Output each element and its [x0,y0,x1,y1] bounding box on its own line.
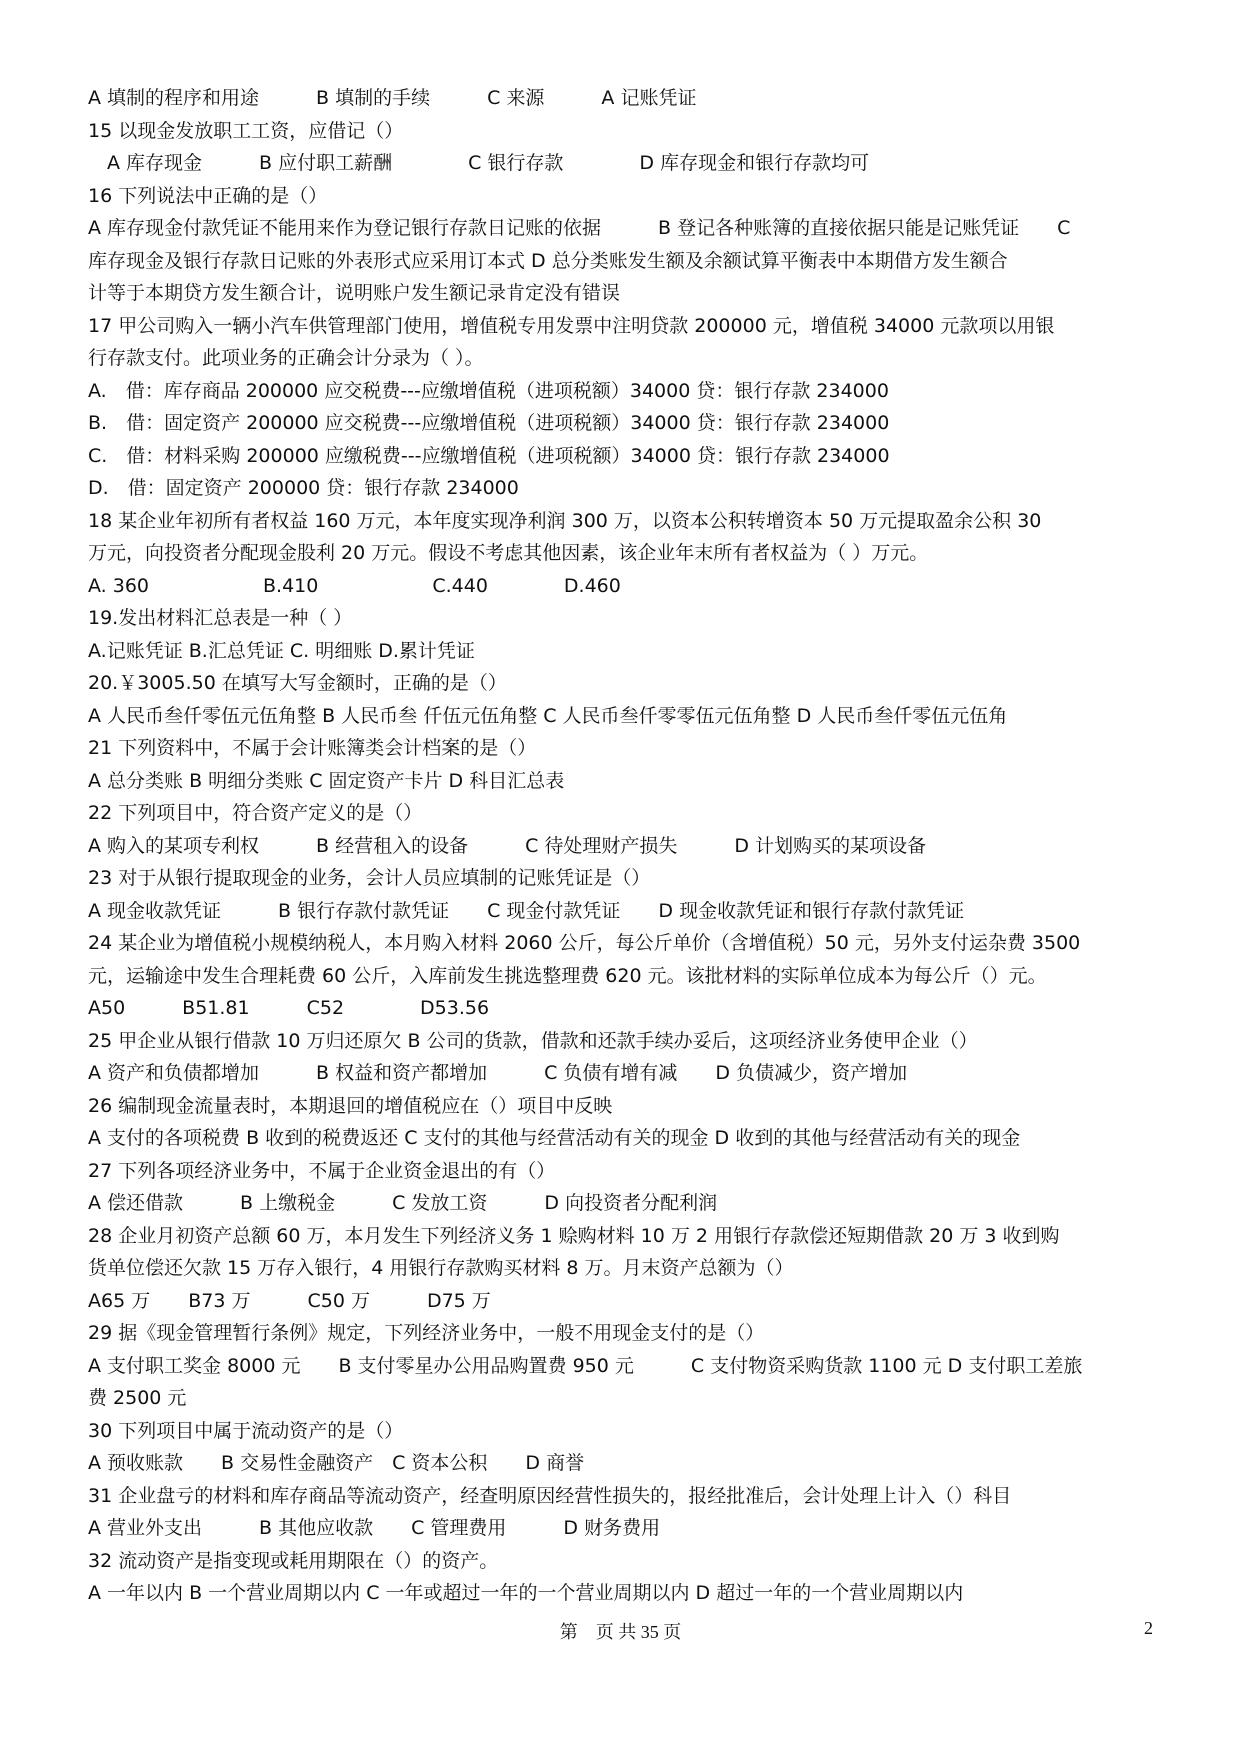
question-stem: 25 甲企业从银行借款 10 万归还原欠 B 公司的货款，借款和还款手续办妥后，这项经济业务使甲企业（） [88,1029,978,1052]
answer-options: A 预收账款 B 交易性金融资产 C 资本公积 D 商誉 [88,1452,585,1474]
answer-options: A 库存现金付款凭证不能用来作为登记银行存款日记账的依据 B 登记各种账簿的直接依据只能是记账凭证 C [88,217,1071,239]
answer-option: C. 借：材料采购 200000 应缴税费---应缴增值税（进项税额）34000 贷：银行存款 234000 [88,444,890,467]
question-stem: 20.￥3005.50 在填写大写金额时，正确的是（） [88,672,507,694]
question-stem: 27 下列各项经济业务中，不属于企业资金退出的有（） [88,1159,556,1182]
question-stem: 19.发出材料汇总表是一种（ ） [88,607,353,629]
answer-options: A 购入的某项专利权 B 经营租入的设备 C 待处理财产损失 D 计划购买的某项设备 [88,834,927,857]
question-stem: 17 甲公司购入一辆小汽车供管理部门使用，增值税专用发票中注明贷款 200000 元，增值税 34000 元款项以用银 [88,314,1055,337]
page-count: 第 页 共 35 页 [559,1622,682,1642]
question-stem: 行存款支付。此项业务的正确会计分录为（ ）。 [88,347,484,369]
answer-options: A 人民币叁仟零伍元伍角整 B 人民币叁 仟伍元伍角整 C 人民币叁仟零零伍元伍角整 D 人民币叁仟零伍元伍角 [88,704,1008,727]
answer-options: A 支付职工奖金 8000 元 B 支付零星办公用品购置费 950 元 C 支付物资采购货款 1100 元 D 支付职工差旅 [88,1354,1083,1377]
page-number: 2 [1144,1618,1153,1638]
answer-options: A 库存现金 B 应付职工薪酬 C 银行存款 D 库存现金和银行存款均可 [88,152,870,174]
question-stem: 28 企业月初资产总额 60 万，本月发生下列经济义务 1 赊购材料 10 万 2 用银行存款偿还短期借款 20 万 3 收到购 [88,1224,1060,1247]
answer-options: A.记账凭证 B.汇总凭证 C. 明细账 D.累计凭证 [88,639,475,662]
answer-options: A 一年以内 B 一个营业周期以内 C 一年或超过一年的一个营业周期以内 D 超过一年的一个营业周期以内 [88,1582,964,1604]
answer-options: A 现金收款凭证 B 银行存款付款凭证 C 现金付款凭证 D 现金收款凭证和银行存款付款凭证 [88,899,965,922]
answer-option: D. 借：固定资产 200000 贷：银行存款 234000 [88,477,519,499]
answer-options: A 资产和负债都增加 B 权益和资产都增加 C 负债有增有减 D 负债减少，资产增加 [88,1062,908,1084]
answer-options: A50 B51.81 C52 D53.56 [88,997,490,1019]
answer-options: A65 万 B73 万 C50 万 D75 万 [88,1289,491,1312]
page-footer [0,1618,1241,1646]
question-stem: 15 以现金发放职工工资，应借记（） [88,119,404,142]
question-stem: 30 下列项目中属于流动资产的是（） [88,1419,404,1442]
question-stem: 31 企业盘亏的材料和库存商品等流动资产，经查明原因经营性损失的，报经批准后，会计处理上计入（）科目 [88,1484,1012,1507]
answer-options: A 总分类账 B 明细分类账 C 固定资产卡片 D 科目汇总表 [88,769,565,792]
text-line: A 填制的程序和用途 B 填制的手续 C 来源 A 记账凭证 [88,87,697,109]
question-stem: 23 对于从银行提取现金的业务，会计人员应填制的记账凭证是（） [88,867,651,889]
question-stem: 24 某企业为增值税小规模纳税人，本月购入材料 2060 公斤，每公斤单价（含增值税）50 元，另外支付运杂费 3500 [88,932,1081,954]
question-stem: 26 编制现金流量表时，本期退回的增值税应在（）项目中反映 [88,1094,613,1117]
question-stem: 元，运输途中发生合理耗费 60 公斤，入库前发生挑选整理费 620 元。该批材料的实际单位成本为每公斤（）元。 [88,964,1047,987]
question-list [88,82,1173,1610]
question-stem: 货单位偿还欠款 15 万存入银行，4 用银行存款购买材料 8 万。月末资产总额为（） [88,1257,794,1279]
question-stem: 万元，向投资者分配现金股利 20 万元。假设不考虑其他因素，该企业年末所有者权益为（ ）万元。 [88,542,929,564]
answer-options: A 营业外支出 B 其他应收款 C 管理费用 D 财务费用 [88,1517,661,1539]
answer-options: 库存现金及银行存款日记账的外表形式应采用订本式 D 总分类账发生额及余额试算平衡表中本期借方发生额合 [88,249,1008,272]
question-stem: 18 某企业年初所有者权益 160 万元，本年度实现净利润 300 万，以资本公积转增资本 50 万元提取盈余公积 30 [88,509,1042,532]
question-stem: 29 据《现金管理暂行条例》规定，下列经济业务中，一般不用现金支付的是（） [88,1322,765,1344]
answer-options: A. 360 B.410 C.440 D.460 [88,574,621,597]
answer-option: B. 借：固定资产 200000 应交税费---应缴增值税（进项税额）34000 贷：银行存款 234000 [88,412,890,434]
answer-options: 费 2500 元 [88,1387,187,1409]
question-stem: 32 流动资产是指变现或耗用期限在（）的资产。 [88,1549,499,1572]
question-stem: 16 下列说法中正确的是（） [88,184,328,207]
answer-option: A. 借：库存商品 200000 应交税费---应缴增值税（进项税额）34000 贷：银行存款 234000 [88,379,889,402]
answer-options: A 支付的各项税费 B 收到的税费返还 C 支付的其他与经营活动有关的现金 D 收到的其他与经营活动有关的现金 [88,1127,1021,1149]
answer-options: 计等于本期贷方发生额合计，说明账户发生额记录肯定没有错误 [88,282,621,304]
question-stem: 21 下列资料中，不属于会计账簿类会计档案的是（） [88,737,537,759]
answer-options: A 偿还借款 B 上缴税金 C 发放工资 D 向投资者分配利润 [88,1192,718,1214]
question-stem: 22 下列项目中，符合资产定义的是（） [88,802,423,824]
